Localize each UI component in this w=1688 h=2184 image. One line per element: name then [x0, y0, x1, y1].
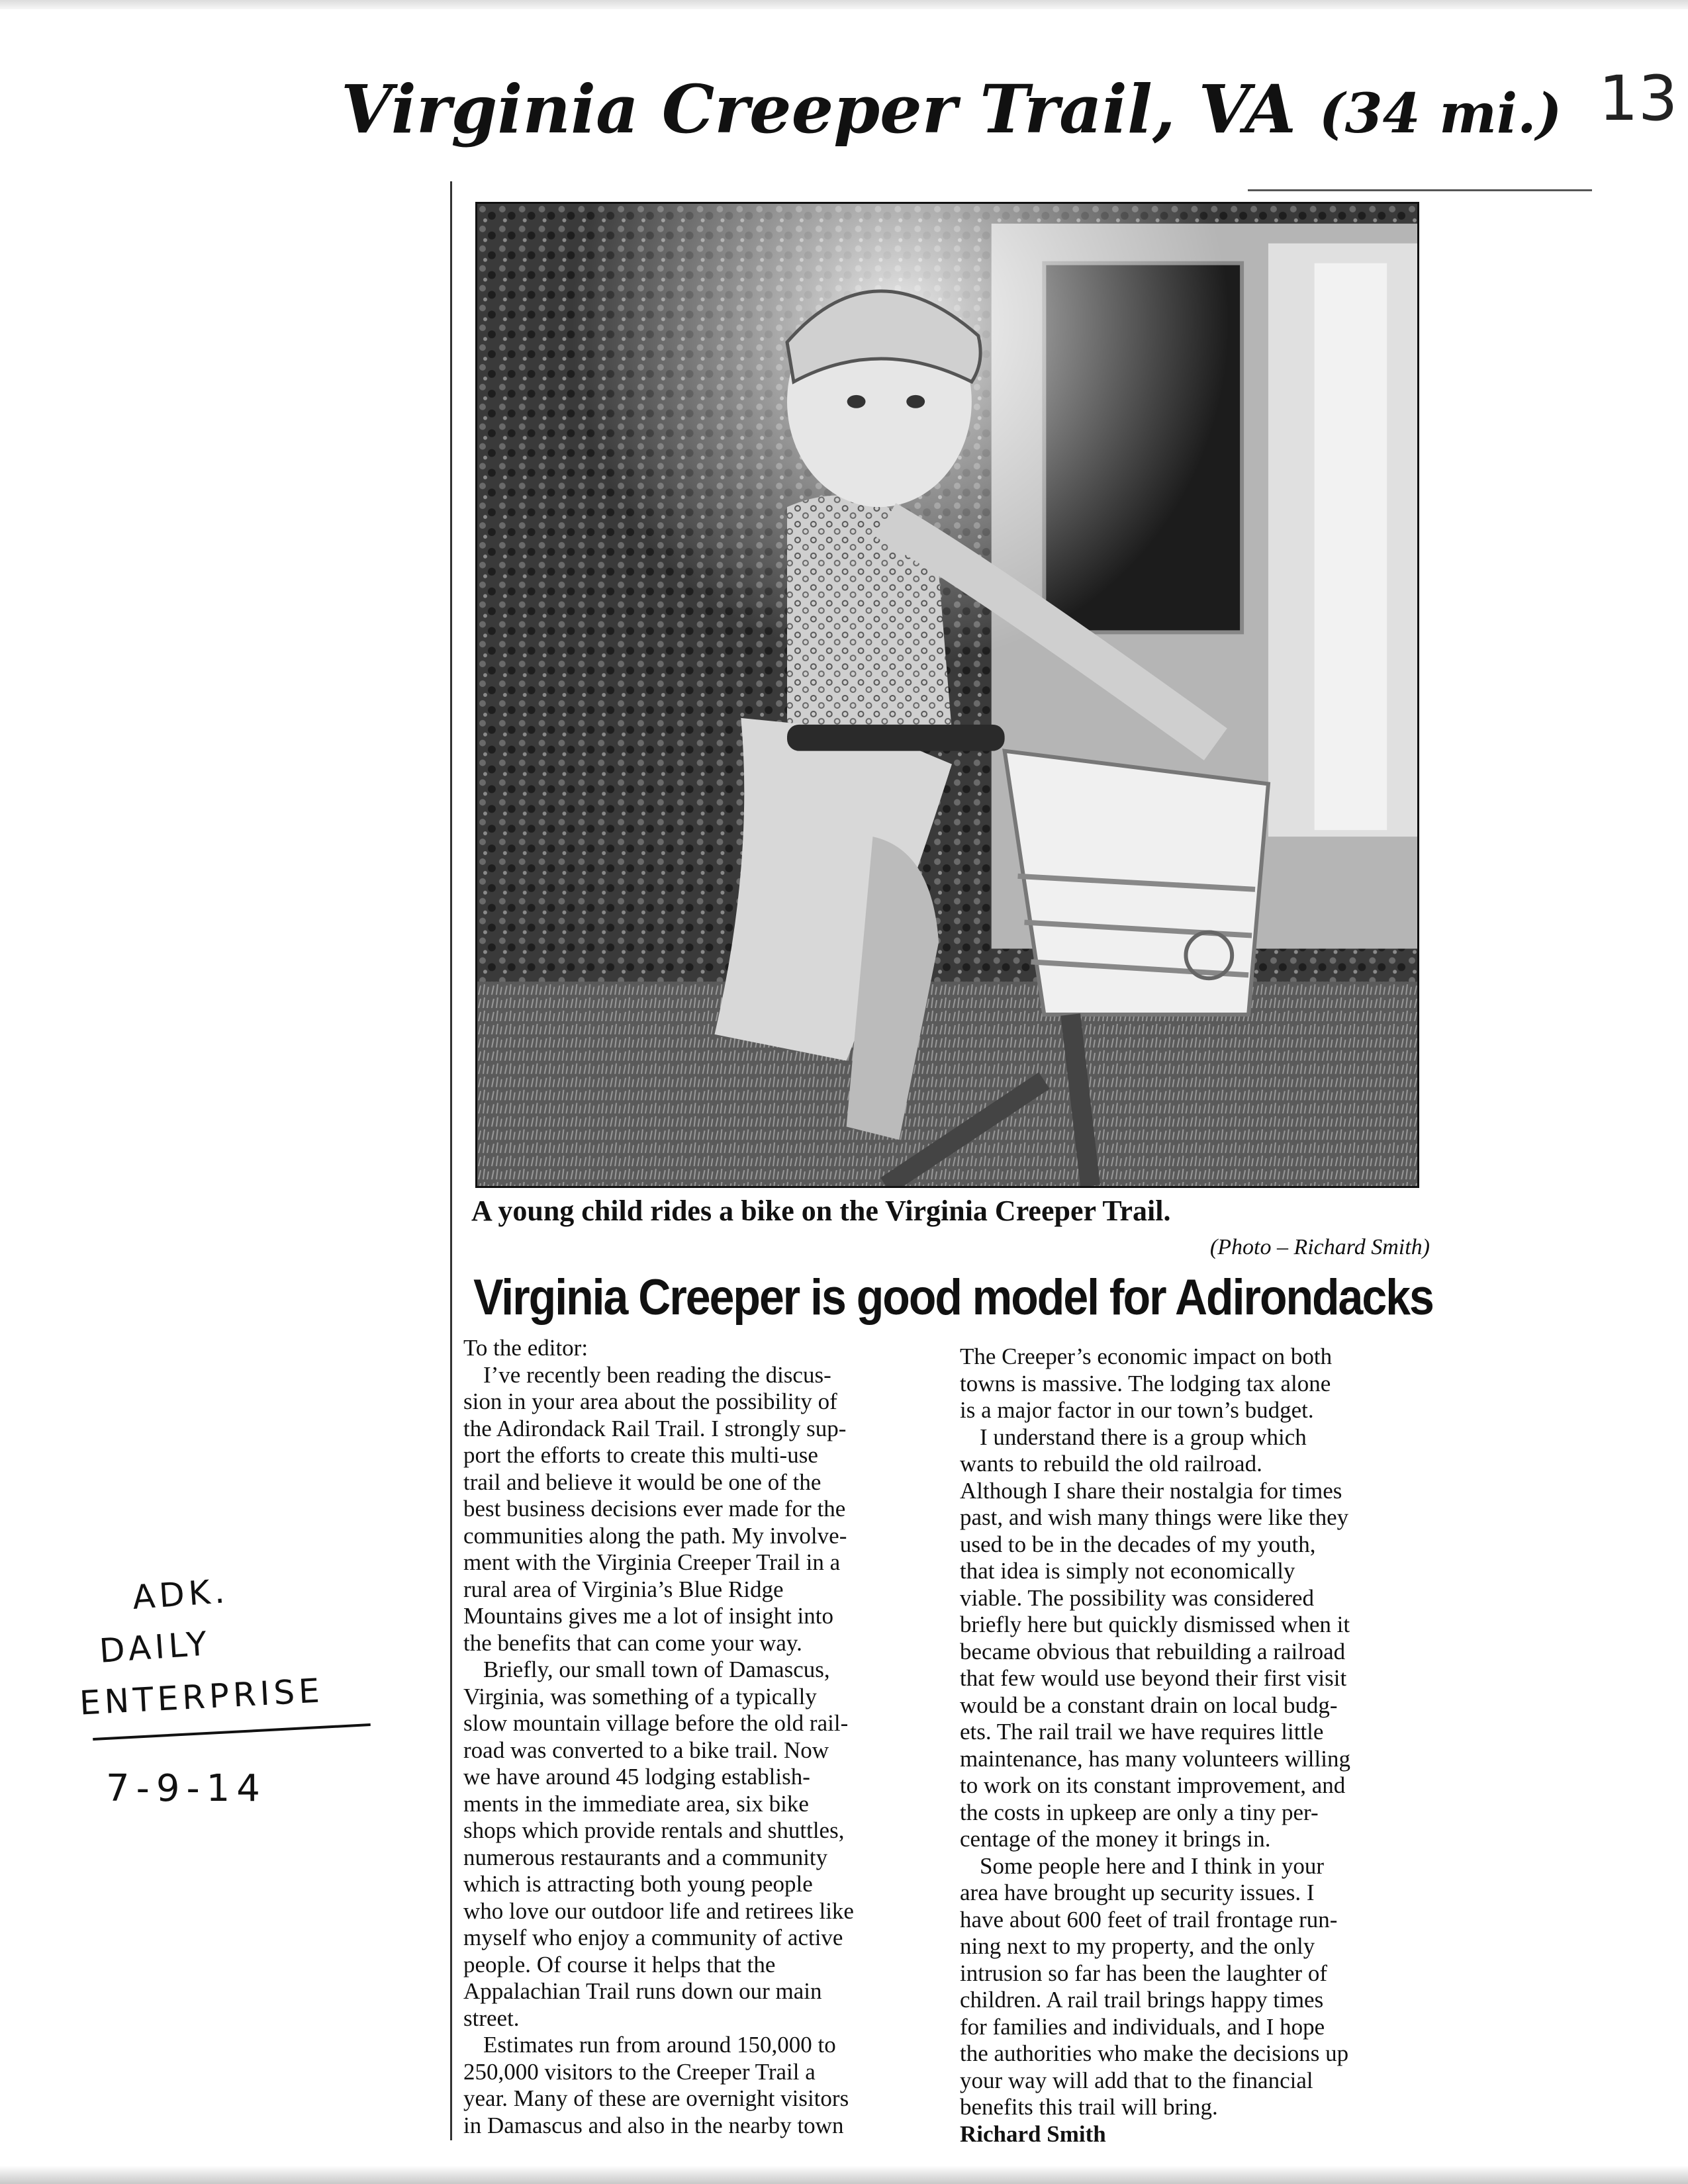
text-line: past, and wish many things were like they [960, 1504, 1349, 1530]
column-rule [450, 181, 452, 2140]
text-line: for families and individuals, and I hope [960, 2013, 1325, 2040]
text-line: that idea is simply not economically [960, 1558, 1295, 1584]
text-line: the costs in upkeep are only a tiny per- [960, 1799, 1319, 1825]
handwritten-underline [93, 1723, 371, 1741]
child-on-bike-photo [475, 202, 1419, 1188]
trail-name: Virginia Creeper Trail, VA [341, 70, 1296, 148]
handwritten-source-note [78, 1571, 384, 1840]
text-line: The Creeper’s economic impact on both [960, 1343, 1333, 1369]
text-line: which is attracting both young people [463, 1871, 813, 1897]
text-line: would be a constant drain on local budg- [960, 1692, 1338, 1718]
text-line: Briefly, our small town of Damascus, [483, 1657, 830, 1682]
text-line: is a major factor in our town’s budget. [960, 1397, 1314, 1423]
scan-edge-bottom [0, 2165, 1688, 2184]
text-line: the Adirondack Rail Trail. I strongly sup- [463, 1415, 847, 1441]
text-line: Although I share their nostalgia for times [960, 1477, 1342, 1504]
text-line: became obvious that rebuilding a railroad [960, 1638, 1346, 1664]
trail-distance: (34 mi.) [1319, 82, 1562, 146]
text-line: benefits this trail will bring. [960, 2094, 1218, 2120]
text-line: briefly here but quickly dismissed when it [960, 1612, 1350, 1637]
text-line: ment with the Virginia Creeper Trail in a [463, 1549, 841, 1575]
text-line: 250,000 visitors to the Creeper Trail a [463, 2058, 816, 2085]
text-line: have about 600 feet of trail frontage run- [960, 1906, 1338, 1933]
text-line: ning next to my property, and the only [960, 1933, 1315, 1959]
text-line: ments in the immediate area, six bike [463, 1790, 809, 1817]
article-column-1 [463, 1335, 920, 2139]
text-line: slow mountain village before the old rail- [463, 1710, 849, 1736]
text-line: best business decisions ever made for the [463, 1496, 846, 1522]
text-line: ets. The rail trail we have requires little [960, 1719, 1324, 1745]
text-line: that few would use beyond their first visit [960, 1665, 1347, 1691]
text-line: To the editor: [463, 1335, 588, 1361]
text-line: intrusion so far has been the laughter of [960, 1960, 1327, 1986]
text-line: rural area of Virginia’s Blue Ridge [463, 1576, 784, 1602]
text-line: area have brought up security issues. I [960, 1880, 1315, 1905]
scan-edge-top [0, 0, 1688, 9]
text-line: people. Of course it helps that the [463, 1951, 776, 1978]
text-line: in Damascus and also in the nearby town [463, 2112, 844, 2138]
text-line: we have around 45 lodging establish- [463, 1764, 810, 1790]
handwritten-line: ENTERPRISE [78, 1671, 325, 1723]
text-line: road was converted to a bike trail. Now [463, 1737, 829, 1763]
text-line: maintenance, has many volunteers willing [960, 1745, 1350, 1772]
text-line: Mountains gives me a lot of insight into [463, 1603, 833, 1629]
handwritten-line: ADK. [131, 1571, 230, 1617]
text-line: the authorities who make the decisions up [960, 2040, 1349, 2066]
handwritten-line: DAILY [98, 1624, 212, 1670]
text-line: street. [463, 2005, 520, 2031]
text-line: shops which provide rentals and shuttles, [463, 1817, 845, 1843]
text-line: trail and believe it would be one of the [463, 1469, 821, 1495]
text-line: who love our outdoor life and retirees like [463, 1897, 854, 1924]
text-line: children. A rail trail brings happy times [960, 1987, 1324, 2013]
text-line: Some people here and I think in your [980, 1852, 1325, 1879]
author-signature: Richard Smith [960, 2120, 1106, 2147]
handwritten-date: 7-9-14 [106, 1767, 267, 1810]
text-line: year. Many of these are overnight visitors [463, 2085, 849, 2111]
article-column-2 [960, 1343, 1417, 2151]
text-line: viable. The possibility was considered [960, 1584, 1314, 1611]
text-line: communities along the path. My involve- [463, 1522, 847, 1549]
text-line: centage of the money it brings in. [960, 1826, 1271, 1852]
text-line: towns is massive. The lodging tax alone [960, 1370, 1331, 1396]
clipping-title [341, 60, 1566, 159]
photo-credit: (Photo – Richard Smith) [1209, 1235, 1430, 1259]
top-rule [1248, 189, 1592, 191]
text-line: port the efforts to create this multi-use [463, 1442, 818, 1468]
text-line: numerous restaurants and a community [463, 1844, 828, 1870]
text-line: Estimates run from around 150,000 to [483, 2032, 836, 2058]
text-line: to work on its constant improvement, and [960, 1772, 1346, 1798]
text-line: I’ve recently been reading the discus- [483, 1361, 831, 1388]
article-headline: Virginia Creeper is good model for Adirondacks [473, 1269, 1433, 1326]
text-line: your way will add that to the financial [960, 2067, 1313, 2093]
text-line: myself who enjoy a community of active [463, 1925, 843, 1950]
text-line: wants to rebuild the old railroad. [960, 1451, 1262, 1477]
text-line: I understand there is a group which [980, 1424, 1307, 1450]
photo-caption: A young child rides a bike on the Virginia Creeper Trail. [471, 1195, 1171, 1227]
text-line: used to be in the decades of my youth, [960, 1531, 1316, 1557]
text-line: Appalachian Trail runs down our main [463, 1978, 822, 2004]
page-number: 13 [1599, 63, 1678, 135]
text-line: sion in your area about the possibility of [463, 1388, 837, 1414]
text-line: the benefits that can come your way. [463, 1629, 802, 1656]
text-line: Virginia, was something of a typically [463, 1683, 817, 1709]
